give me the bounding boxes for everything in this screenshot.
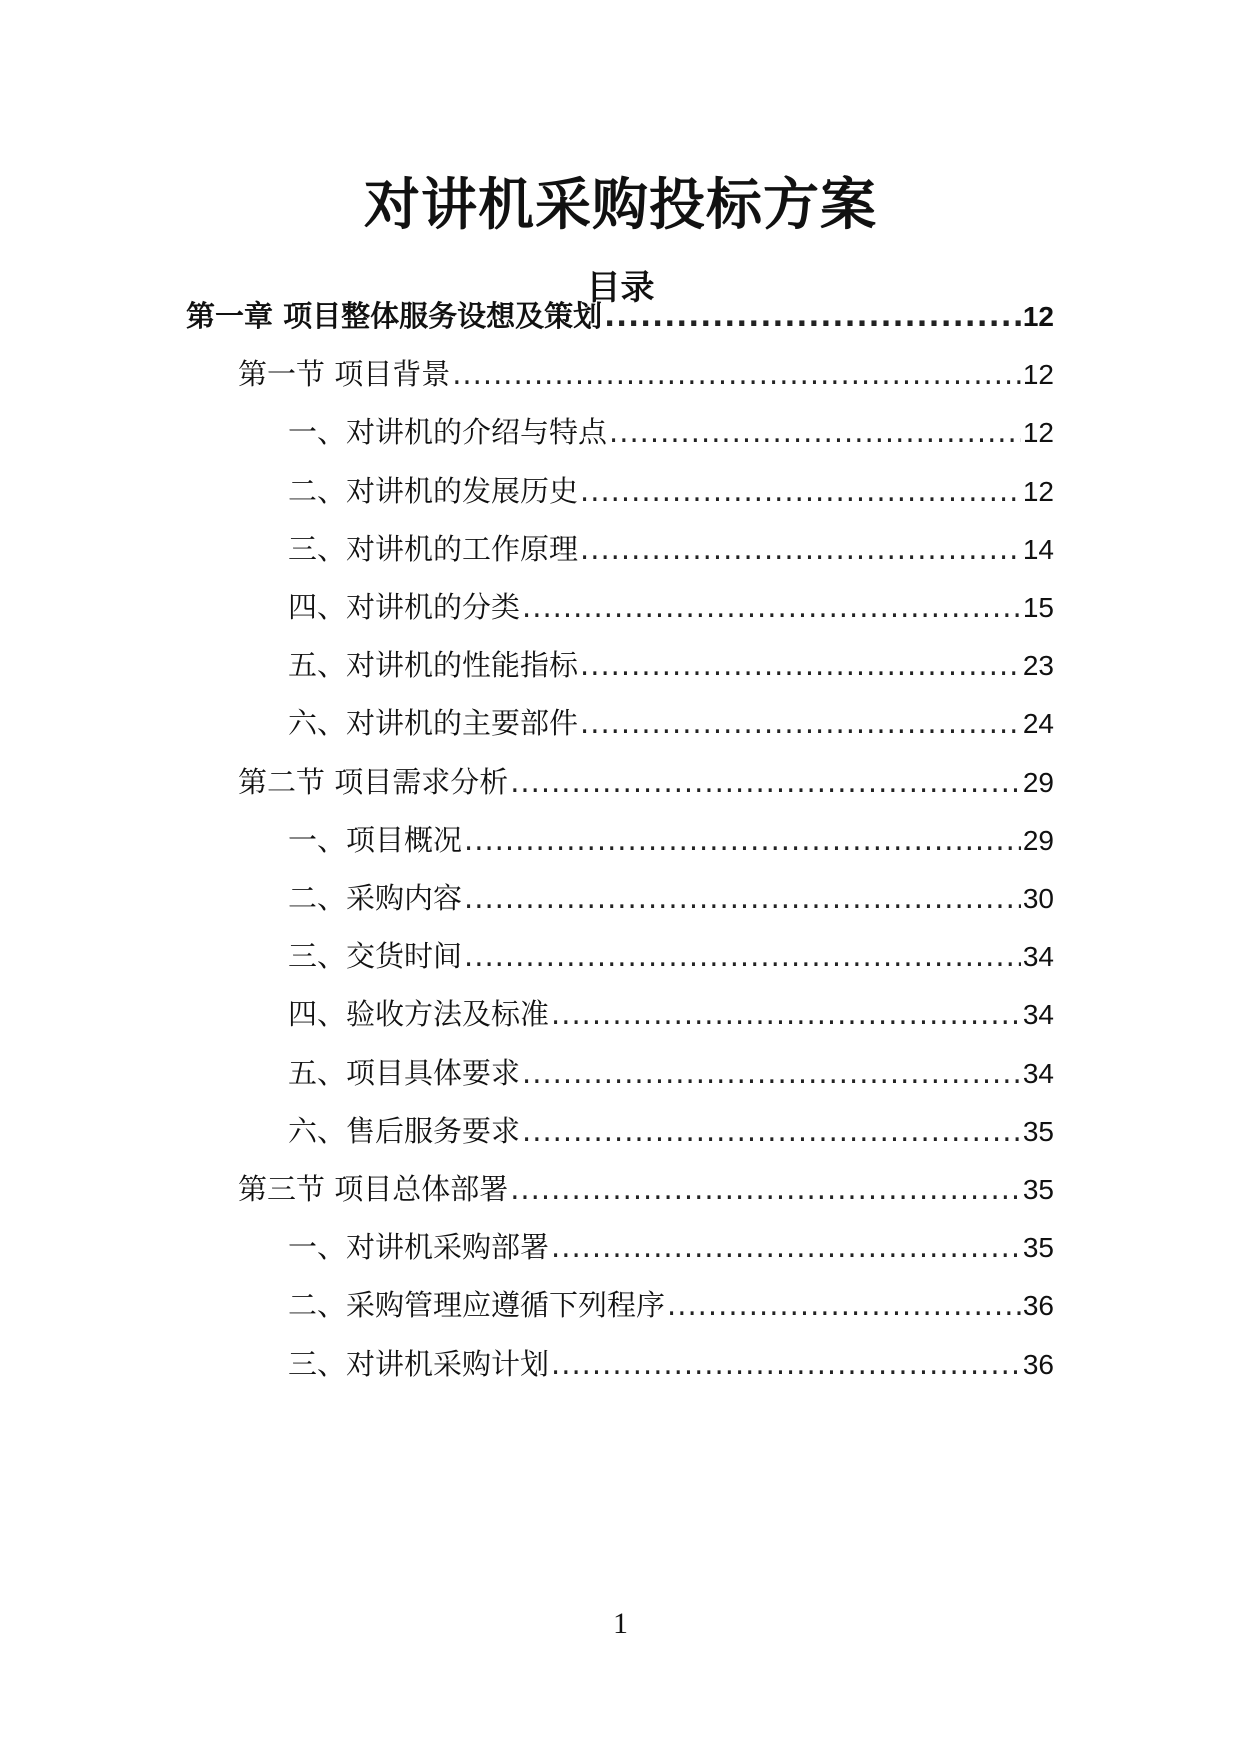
toc-entry-page: 29 [1022,767,1054,798]
toc-entry-page: 12 [1022,417,1054,448]
toc-dot-leader [604,292,1021,340]
toc-entry[interactable] [288,932,1054,980]
toc-dot-leader [609,408,1021,456]
toc-dot-leader [551,1340,1021,1388]
toc-entry-page: 34 [1022,999,1054,1030]
toc-entry[interactable] [238,350,1054,398]
toc-dot-leader [522,1049,1021,1097]
toc-dot-leader [510,1165,1021,1213]
toc-entry[interactable] [288,699,1054,747]
toc-dot-leader [464,932,1021,980]
toc-dot-leader [551,990,1021,1038]
toc-entry-page: 34 [1022,941,1054,972]
toc-entry-title: 一、项目概况 [288,823,463,857]
toc-entry-title: 六、售后服务要求 [288,1114,521,1148]
toc-entry[interactable] [288,641,1054,689]
toc-entry[interactable] [288,525,1054,573]
toc-heading: 目录 [586,268,655,308]
toc-entry[interactable] [186,292,1054,340]
page-number: 1 [613,1607,628,1640]
toc-entry-page: 34 [1022,1058,1054,1089]
toc-dot-leader [580,525,1021,573]
toc-entry-title: 六、对讲机的主要部件 [288,706,579,740]
toc-entry-page: 35 [1022,1232,1054,1263]
toc-entry-title: 三、交货时间 [288,939,463,973]
toc-dot-leader [580,467,1021,515]
toc-dot-leader [551,1223,1021,1271]
toc-entry-page: 36 [1022,1290,1054,1321]
toc-entry-title: 五、项目具体要求 [288,1056,521,1090]
toc-entry[interactable] [288,467,1054,515]
toc-entry-title: 第一章 项目整体服务设想及策划 [186,299,603,333]
toc-entry-title: 三、对讲机的工作原理 [288,532,579,566]
toc-entry-title: 第一节 项目背景 [238,357,451,391]
toc-entry-page: 24 [1022,708,1054,739]
toc-dot-leader [464,816,1021,864]
toc-dot-leader [510,758,1021,806]
toc-entry-page: 23 [1022,650,1054,681]
toc-entry[interactable] [288,1281,1054,1329]
toc-entry-page: 15 [1022,592,1054,623]
toc-entry[interactable] [288,990,1054,1038]
toc-entry[interactable] [288,408,1054,456]
toc-entry[interactable] [288,1223,1054,1271]
toc-entry[interactable] [288,583,1054,631]
toc-entry-title: 一、对讲机采购部署 [288,1230,550,1264]
toc-entry-page: 12 [1022,301,1054,332]
toc-entry-page: 36 [1022,1349,1054,1380]
toc-entry-page: 12 [1022,359,1054,390]
toc-entry-title: 四、对讲机的分类 [288,590,521,624]
toc-entry-title: 二、采购管理应遵循下列程序 [288,1288,666,1322]
toc-entry-title: 四、验收方法及标准 [288,997,550,1031]
toc-dot-leader [667,1281,1021,1329]
toc-entry-title: 二、对讲机的发展历史 [288,474,579,508]
toc-entry-page: 14 [1022,534,1054,565]
toc-dot-leader [452,350,1021,398]
toc-entry-page: 35 [1022,1174,1054,1205]
toc-entry-title: 二、采购内容 [288,881,463,915]
toc-dot-leader [580,699,1021,747]
toc-entry[interactable] [288,1340,1054,1388]
toc-entry-page: 30 [1022,883,1054,914]
document-title: 对讲机采购投标方案 [364,173,877,238]
toc-entry[interactable] [288,1049,1054,1097]
toc-entry-page: 12 [1022,476,1054,507]
toc-dot-leader [464,874,1021,922]
toc-entry-title: 一、对讲机的介绍与特点 [288,415,608,449]
toc-entry-page: 29 [1022,825,1054,856]
toc-entry[interactable] [288,874,1054,922]
toc-entry[interactable] [238,1165,1054,1213]
toc-entry[interactable] [288,816,1054,864]
toc-entry[interactable] [288,1107,1054,1155]
toc-entry[interactable] [238,758,1054,806]
toc-dot-leader [580,641,1021,689]
toc-entry-title: 五、对讲机的性能指标 [288,648,579,682]
toc-entry-title: 三、对讲机采购计划 [288,1347,550,1381]
toc-entry-title: 第三节 项目总体部署 [238,1172,509,1206]
toc-entry-page: 35 [1022,1116,1054,1147]
toc-dot-leader [522,1107,1021,1155]
toc-dot-leader [522,583,1021,631]
toc-entry-title: 第二节 项目需求分析 [238,765,509,799]
